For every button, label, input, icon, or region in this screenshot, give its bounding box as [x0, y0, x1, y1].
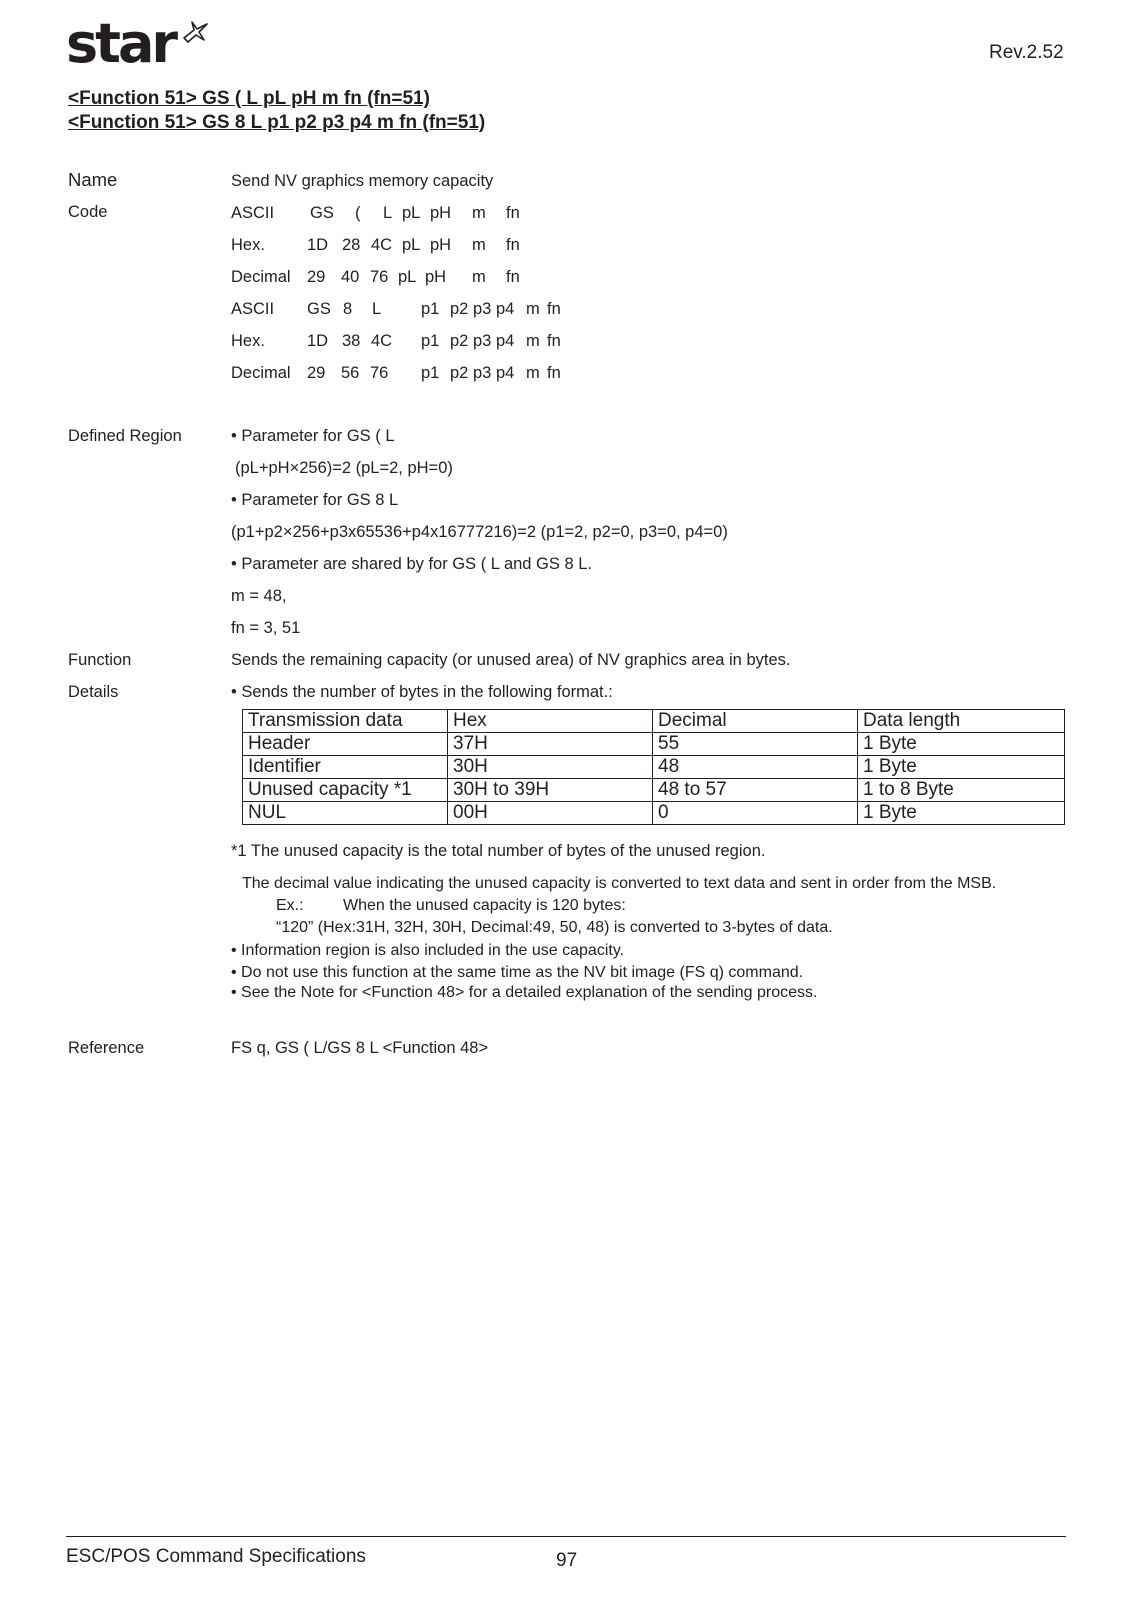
example-label: Ex.:: [276, 897, 304, 914]
table-cell: 00H: [448, 802, 653, 825]
example-text: When the unused capacity is 120 bytes:: [343, 897, 626, 914]
table-cell: 55: [653, 733, 858, 756]
transmission-format-table: [242, 709, 1065, 825]
function-value: Sends the remaining capacity (or unused area) of NV graphics area in bytes.: [231, 651, 791, 669]
defined-region-line: (p1+p2×256+p3x65536+p4x16777216)=2 (p1=2, p2=0, p3=0, p4=0): [231, 523, 728, 541]
function-label: Function: [68, 651, 132, 669]
table-cell: 1 Byte: [858, 733, 1065, 756]
table-cell: NUL: [243, 802, 448, 825]
column-header: Data length: [858, 710, 1065, 733]
defined-region-line: • Parameter for GS ( L: [231, 427, 395, 445]
table-cell: 1 Byte: [858, 802, 1065, 825]
table-cell: 48: [653, 756, 858, 779]
svg-text:star: star: [66, 18, 176, 70]
revision-label: Rev.2.52: [989, 42, 1064, 63]
footer-divider: [66, 1536, 1066, 1537]
table-cell: 30H: [448, 756, 653, 779]
table-row: [243, 733, 1065, 756]
table-row: [243, 756, 1065, 779]
table-row: [243, 802, 1065, 825]
example-detail: “120” (Hex:31H, 32H, 30H, Decimal:49, 50, 48) is converted to 3-bytes of data.: [276, 919, 833, 936]
page-title-line-2: <Function 51> GS 8 L p1 p2 p3 p4 m fn (fn=51): [68, 112, 486, 133]
defined-region-line: fn = 3, 51: [231, 619, 301, 637]
code-label: Code: [68, 203, 108, 221]
name-label: Name: [68, 169, 118, 190]
page-number: 97: [556, 1550, 578, 1571]
table-cell: Identifier: [243, 756, 448, 779]
defined-region-label: Defined Region: [68, 427, 182, 445]
table-cell: 1 to 8 Byte: [858, 779, 1065, 802]
details-note-msb: The decimal value indicating the unused capacity is converted to text data and sent in order from the MSB.: [242, 875, 997, 892]
table-cell: 48 to 57: [653, 779, 858, 802]
footer-document-title: ESC/POS Command Specifications: [66, 1546, 366, 1567]
table-header-row: [243, 710, 1065, 733]
defined-region-line: m = 48,: [231, 587, 287, 605]
table-cell: 30H to 39H: [448, 779, 653, 802]
reference-label: Reference: [68, 1039, 145, 1057]
defined-region-line: • Parameter are shared by for GS ( L and GS 8 L.: [231, 555, 593, 573]
details-bullet: • Do not use this function at the same time as the NV bit image (FS q) command.: [231, 964, 804, 981]
details-intro: • Sends the number of bytes in the following format.:: [231, 683, 613, 701]
table-row: [243, 779, 1065, 802]
table-cell: 37H: [448, 733, 653, 756]
column-header: Hex: [448, 710, 653, 733]
details-bullet: • See the Note for <Function 48> for a detailed explanation of the sending process.: [231, 984, 818, 1001]
column-header: Decimal: [653, 710, 858, 733]
table-cell: 1 Byte: [858, 756, 1065, 779]
details-label: Details: [68, 683, 119, 701]
table-cell: 0: [653, 802, 858, 825]
name-value: Send NV graphics memory capacity: [231, 172, 494, 190]
page-title-line-1: <Function 51> GS ( L pL pH m fn (fn=51): [68, 88, 430, 109]
details-bullet: • Information region is also included in the use capacity.: [231, 942, 625, 959]
defined-region-line: • Parameter for GS 8 L: [231, 491, 399, 509]
defined-region-line: (pL+pH×256)=2 (pL=2, pH=0): [235, 459, 453, 477]
reference-value: FS q, GS ( L/GS 8 L <Function 48>: [231, 1039, 489, 1057]
footnote-unused-capacity: *1 The unused capacity is the total number of bytes of the unused region.: [231, 842, 766, 860]
table-cell: Header: [243, 733, 448, 756]
column-header: Transmission data: [243, 710, 448, 733]
star-logo: [66, 18, 210, 70]
table-cell: Unused capacity *1: [243, 779, 448, 802]
